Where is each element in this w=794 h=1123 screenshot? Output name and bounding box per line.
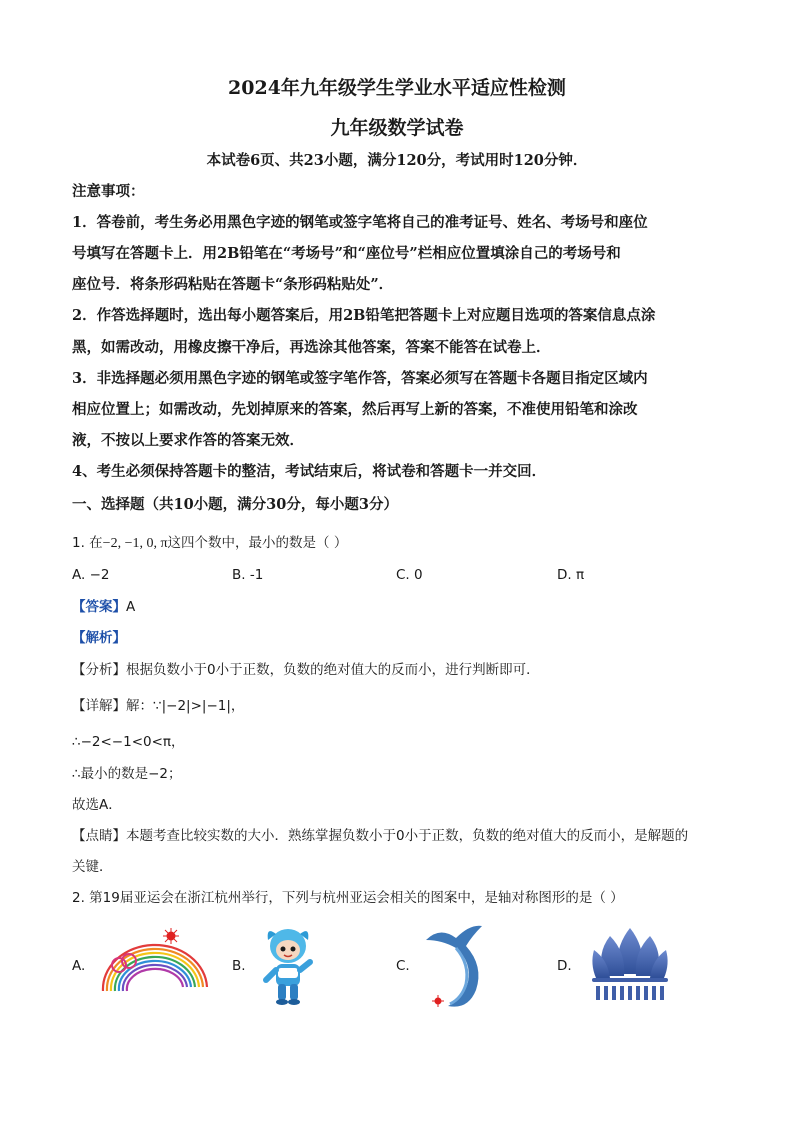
step-2: ∴最小的数是−2；	[72, 766, 182, 782]
question-1-math: −2, −1, 0, π	[102, 536, 168, 551]
exam-title: 2024年九年级学生学业水平适应性检测	[228, 77, 566, 99]
detail-tag: 【详解】	[72, 698, 126, 714]
question-1-suffix: 这四个数中，最小的数是（ ）	[167, 535, 348, 551]
mascot-image	[258, 924, 318, 1006]
dolphin-tail-image	[420, 918, 490, 1010]
section-heading: 一、选择题（共10小题，满分30分，每小题3分）	[72, 496, 398, 513]
option-c: C. 0	[396, 567, 423, 583]
comment-line	[72, 826, 688, 846]
note-line: 号填写在答题卡上．用2B铅笔在“考场号”和“座位号”栏相应位置填涂自己的考场号和	[72, 245, 621, 262]
answer-value: A	[126, 599, 136, 615]
comment-tag: 【点睛】	[72, 828, 126, 844]
comment-text: 本题考查比较实数的大小．熟练掌握负数小于0小于正数，负数的绝对值大的反而小，是解题的	[126, 828, 689, 844]
fenxi-tag: 【分析】	[72, 662, 126, 678]
question-2-stem: 2. 第19届亚运会在浙江杭州举行，下列与杭州亚运会相关的图案中，是轴对称图形的是（ ）	[72, 890, 624, 906]
fenxi-line	[72, 660, 540, 680]
note-line: 座位号．将条形码粘贴在答题卡“条形码粘贴处”．	[72, 276, 394, 293]
exam-subtitle: 九年级数学试卷	[330, 117, 464, 139]
detail-text: 解：∵|−2|>|−1|，	[126, 698, 245, 714]
exam-meta: 本试卷6页、共23小题，满分120分，考试用时120分钟．	[206, 152, 588, 169]
note-line: 2．作答选择题时，选出每小题答案后，用2B铅笔把答题卡上对应题目选项的答案信息点涂	[72, 307, 656, 324]
option-b: B. -1	[232, 567, 264, 583]
note-line: 相应位置上；如需改动，先划掉原来的答案，然后再写上新的答案，不准使用铅笔和涂改	[72, 401, 638, 418]
answer-line	[72, 597, 135, 617]
detail-line	[72, 696, 244, 716]
answer-tag: 【答案】	[72, 599, 126, 615]
comment-line-2: 关键．	[72, 859, 113, 875]
question-1-stem	[72, 533, 347, 554]
option-c-label: C.	[396, 958, 410, 974]
choose-line: 故选A．	[72, 797, 122, 813]
option-b-label: B.	[232, 958, 246, 974]
option-d: D. π	[557, 567, 585, 583]
rainbow-emblem-image	[95, 925, 215, 997]
option-a-label: A.	[72, 958, 86, 974]
note-line: 1．答卷前，考生务必用黑色字迹的钢笔或签字笔将自己的准考证号、姓名、考场号和座位	[72, 214, 648, 231]
analysis-tag: 【解析】	[72, 630, 126, 646]
analysis-line	[72, 628, 126, 648]
note-line: 3．非选择题必须用黑色字迹的钢笔或签字笔作答，答案必须写在答题卡各题目指定区域内	[72, 370, 648, 387]
note-line: 黑，如需改动，用橡皮擦干净后，再选涂其他答案，答案不能答在试卷上．	[72, 339, 551, 356]
fenxi-text: 根据负数小于0小于正数，负数的绝对值大的反而小，进行判断即可．	[126, 662, 540, 678]
step-1: ∴−2<−1<0<π，	[72, 734, 185, 750]
option-d-label: D.	[557, 958, 572, 974]
note-line: 4、考生必须保持答题卡的整洁，考试结束后，将试卷和答题卡一并交回．	[72, 463, 547, 480]
note-line: 液，不按以上要求作答的答案无效．	[72, 432, 304, 449]
option-a: A. −2	[72, 567, 110, 583]
lotus-image	[590, 926, 670, 1008]
notes-heading: 注意事项：	[72, 183, 145, 200]
question-1-prefix: 1. 在	[72, 535, 103, 551]
